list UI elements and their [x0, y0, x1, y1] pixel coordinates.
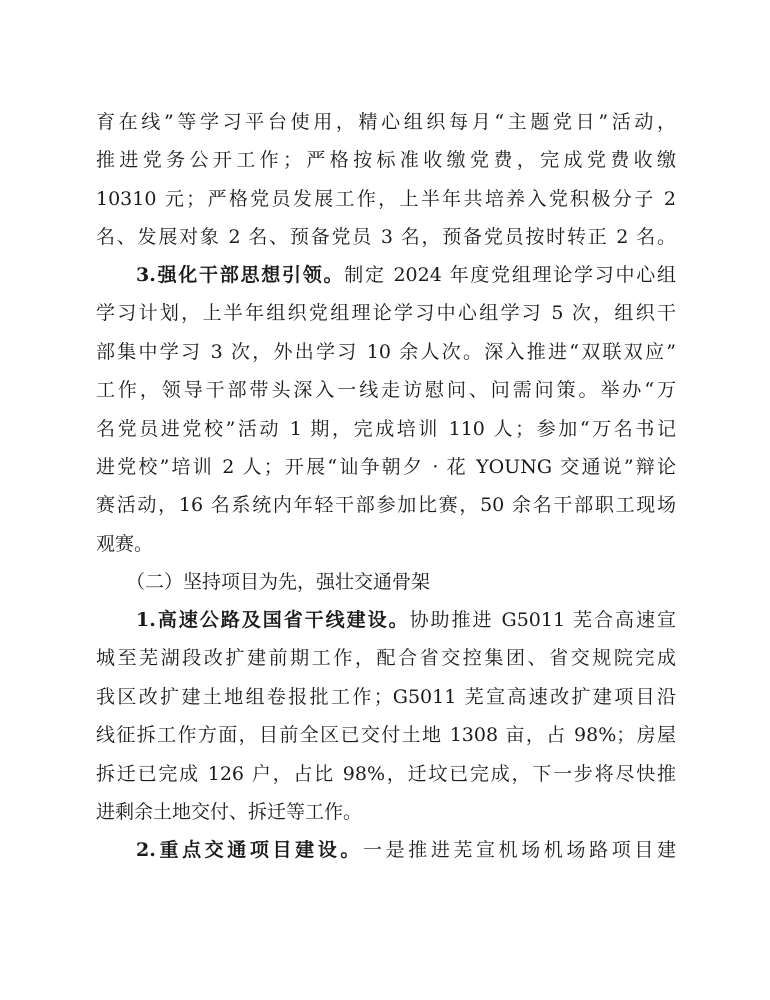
paragraph-cadre-thought — [96, 256, 676, 563]
text-line — [96, 256, 676, 294]
paragraph-lead: 3.强化干部思想引领。 — [136, 264, 345, 286]
paragraph-lead: 1.高速公路及国省干线建设。 — [136, 609, 410, 631]
text-line — [96, 831, 676, 869]
text-line: 推进党务公开工作；严格按标准收缴党费，完成党费收缴 — [96, 149, 676, 172]
text-line: 线征拆工作方面，目前全区已交付土地 1308 亩，占 98%；房屋 — [96, 724, 676, 747]
section-heading-text: （二）坚持项目为先，强壮交通骨架 — [126, 571, 431, 593]
text-line: 拆迁已完成 126 户，占比 98%，迁坟已完成，下一步将尽快推 — [96, 762, 676, 785]
text-line: 进党校”培训 2 人；开展“讪争朝夕 · 花 YOUNG 交通说”辩论 — [96, 455, 676, 478]
paragraph-key-projects — [96, 831, 676, 869]
paragraph-first-line: 一是推进芜宣机场机场路项目建 — [362, 839, 676, 861]
text-line: 进剩余土地交付、拆迁等工作。 — [96, 800, 363, 823]
text-line: 10310 元；严格党员发展工作，上半年共培养入党积极分子 2 — [96, 187, 676, 210]
text-line: 名、发展对象 2 名、预备党员 3 名，预备党员按时转正 2 名。 — [96, 226, 676, 249]
paragraph-first-line: 制定 2024 年度党组理论学习中心组 — [344, 264, 676, 286]
text-line — [96, 601, 676, 639]
text-line: 名党员进党校”活动 1 期，完成培训 110 人；参加“万名书记 — [96, 417, 676, 440]
text-line: 工作，领导干部带头深入一线走访慰问、问需问策。举办“万 — [96, 379, 676, 402]
text-line: 赛活动，16 名系统内年轻干部参加比赛，50 余名干部职工现场 — [96, 494, 676, 517]
text-line: 育在线”等学习平台使用，精心组织每月“主题党日”活动， — [96, 111, 676, 133]
paragraph-lead: 2.重点交通项目建设。 — [136, 839, 363, 861]
text-line: 观赛。 — [96, 532, 154, 555]
text-line: 学习计划，上半年组织党组理论学习中心组学习 5 次，组织干 — [96, 302, 676, 325]
text-line: 我区改扩建土地组卷报批工作；G5011 芜宣高速改扩建项目沿 — [96, 685, 676, 708]
paragraph-party-affairs — [96, 103, 676, 257]
section-heading — [96, 563, 676, 601]
text-line: 城至芜湖段改扩建前期工作，配合省交控集团、省交规院完成 — [96, 647, 676, 670]
paragraph-first-line: 协助推进 G5011 芜合高速宣 — [409, 609, 676, 631]
paragraph-highway — [96, 601, 676, 831]
text-line: 部集中学习 3 次，外出学习 10 余人次。深入推进“双联双应” — [96, 340, 676, 363]
